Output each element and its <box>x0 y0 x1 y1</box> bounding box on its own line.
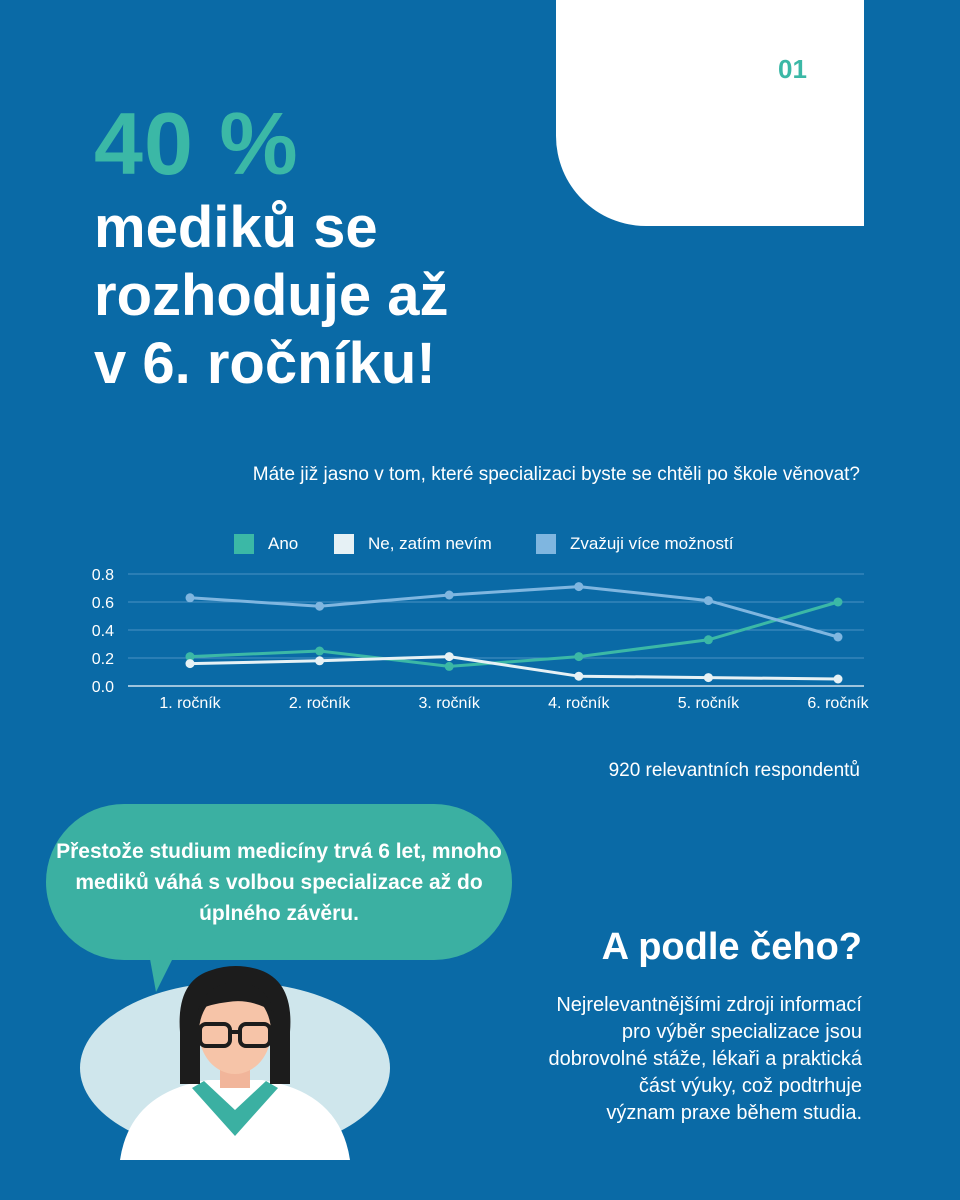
data-point-1 <box>186 659 195 668</box>
legend-swatch-ano <box>234 534 254 554</box>
respondents-count: 920 relevantních respondentů <box>608 760 860 781</box>
y-tick-label: 0.6 <box>91 595 114 612</box>
legend-item-ne <box>334 530 492 558</box>
corner-card <box>556 0 864 226</box>
data-point-1 <box>574 672 583 681</box>
series-line-1 <box>190 657 838 679</box>
legend-label-ano: Ano <box>268 534 299 553</box>
page-number: 01 <box>778 54 807 84</box>
y-tick-label: 0.0 <box>91 679 114 696</box>
legend-item-zvazuji <box>536 530 733 558</box>
headline-line-2: rozhoduje až <box>94 263 449 328</box>
body-line: význam praxe během studia. <box>606 1102 862 1124</box>
body-line: Nejrelevantnějšími zdroji informací <box>556 994 862 1016</box>
headline-percent: 40 % <box>94 94 299 193</box>
headline-line-1: mediků se <box>94 195 378 260</box>
body-line: dobrovolné stáže, lékaři a praktická <box>548 1048 862 1070</box>
x-tick-label: 2. ročník <box>288 695 351 712</box>
data-point-1 <box>704 673 713 682</box>
chart-question: Máte již jasno v tom, které specializaci byste se chtěli po škole věnovat? <box>252 464 860 485</box>
data-point-2 <box>834 633 843 642</box>
y-tick-label: 0.8 <box>91 567 114 584</box>
body-line: část výuky, což podtrhuje <box>638 1075 862 1097</box>
section-subhead: A podle čeho? <box>601 926 862 968</box>
data-point-2 <box>574 582 583 591</box>
x-tick-label: 1. ročník <box>159 695 221 712</box>
body-text <box>430 992 862 1127</box>
data-point-0 <box>445 662 454 671</box>
data-point-0 <box>704 635 713 644</box>
legend-swatch-ne <box>334 534 354 554</box>
legend-item-ano <box>234 530 298 558</box>
speech-bubble-text: Přestože studium medicíny trvá 6 let, mnoho mediků váhá s volbou specializace až do úplného závěru. <box>56 840 502 925</box>
chart-legend <box>0 530 960 558</box>
body-line: pro výběr specializace jsou <box>621 1021 862 1043</box>
x-tick-label: 3. ročník <box>418 695 480 712</box>
data-point-0 <box>834 598 843 607</box>
legend-label-ne: Ne, zatím nevím <box>368 534 492 553</box>
x-tick-label: 6. ročník <box>807 695 869 712</box>
headline <box>94 194 554 398</box>
legend-swatch-zvazuji <box>536 534 556 554</box>
x-tick-label: 5. ročník <box>677 695 740 712</box>
data-point-1 <box>445 652 454 661</box>
line-chart <box>0 560 960 720</box>
data-point-1 <box>315 656 324 665</box>
legend-label-zvazuji: Zvažuji více možností <box>570 534 734 553</box>
data-point-2 <box>315 602 324 611</box>
y-tick-label: 0.2 <box>91 651 114 668</box>
series-line-0 <box>190 602 838 666</box>
data-point-1 <box>834 675 843 684</box>
headline-line-3: v 6. ročníku! <box>94 331 436 396</box>
data-point-0 <box>574 652 583 661</box>
data-point-2 <box>704 596 713 605</box>
x-tick-label: 4. ročník <box>548 695 610 712</box>
doctor-avatar-illustration <box>80 960 400 1160</box>
data-point-0 <box>315 647 324 656</box>
data-point-2 <box>445 591 454 600</box>
y-tick-label: 0.4 <box>91 623 114 640</box>
data-point-2 <box>186 593 195 602</box>
